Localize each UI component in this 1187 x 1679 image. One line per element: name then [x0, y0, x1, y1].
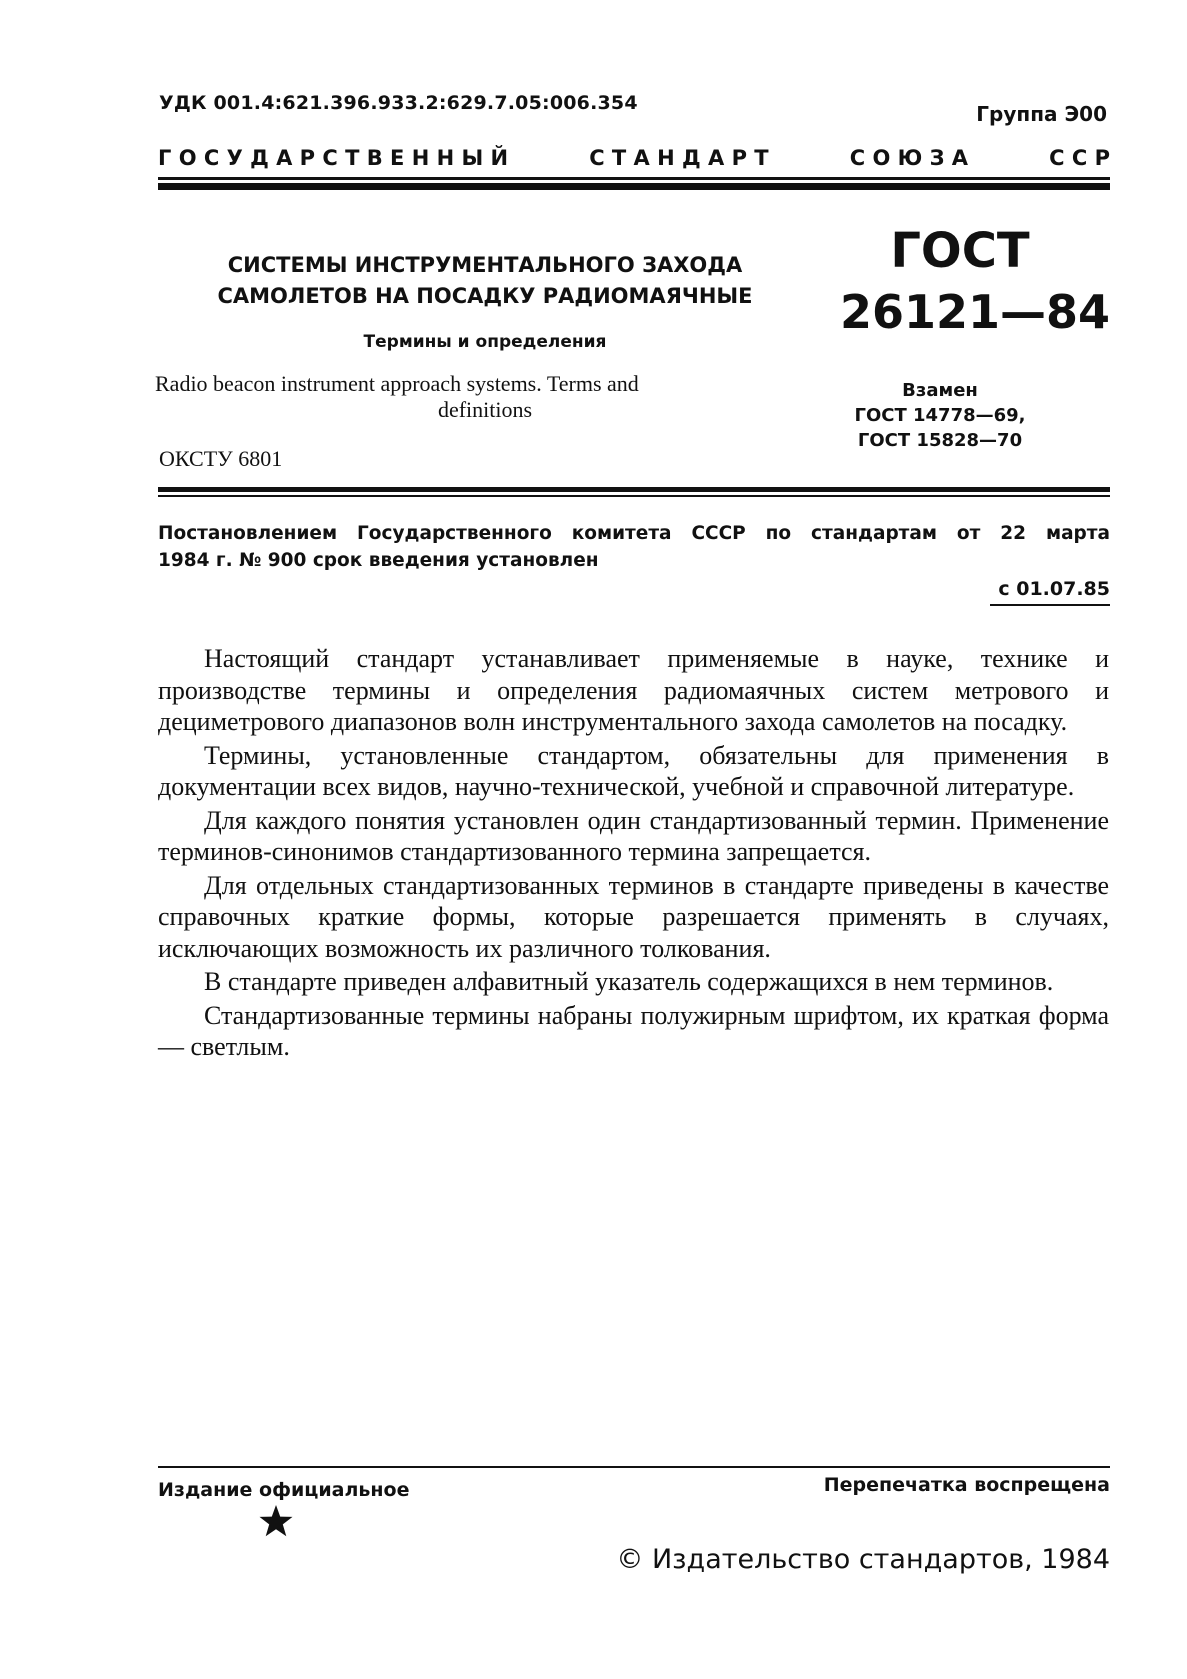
state-standard-header — [158, 146, 1110, 170]
replaced-standard-1: ГОСТ 14778—69, — [854, 405, 1026, 426]
body-paragraph-5: В стандарте приведен алфавитный указатель содержащихся в нем терминов. — [204, 967, 1054, 996]
section-rule-thin — [158, 495, 1110, 497]
body-paragraph-6: Стандартизованные термины набраны полужирным шрифтом, их краткая форма — светлым. — [158, 1000, 1109, 1061]
body-text — [158, 643, 1109, 1063]
official-edition: Издание официальное — [158, 1479, 410, 1501]
replaced-standard-2: ГОСТ 15828—70 — [857, 430, 1023, 451]
state-header-word-1: Г О С У Д А Р С Т В Е Н Н Ы Й — [158, 146, 509, 170]
resolution-line-1: Постановлением Государственного комитета СССР по стандартам от 22 марта — [158, 523, 1110, 544]
footer-rule — [158, 1466, 1110, 1468]
body-paragraph-2: Термины, установленные стандартом, обязательны для применения в документации всех видов, научно-технической, учебной и справочной литературе. — [158, 740, 1109, 801]
body-paragraph-1: Настоящий стандарт устанавливает применяемые в науке, технике и производстве термины и определения радиомаячных систем метрового и дециметрового диапазонов волн инструментального захода самолетов на посадку. — [158, 644, 1109, 736]
gost-number: 26121—84 — [840, 285, 1111, 339]
english-title-line-2: definitions — [437, 397, 533, 422]
state-header-word-4: С С Р — [1049, 146, 1110, 170]
english-title-line-1: Radio beacon instrument approach systems. Terms and — [155, 371, 639, 396]
document-title — [190, 250, 780, 312]
introduction-date-underline — [990, 604, 1110, 606]
resolution-line-2: 1984 г. № 900 срок введения установлен — [158, 550, 599, 571]
resolution-text — [158, 520, 1110, 574]
publisher-copyright: © Издательство стандартов, 1984 — [616, 1544, 1110, 1575]
title-line-1: СИСТЕМЫ ИНСТРУМЕНТАЛЬНОГО ЗАХОДА — [227, 253, 743, 277]
oksty-code: ОКСТУ 6801 — [159, 446, 283, 471]
title-line-2: САМОЛЕТОВ НА ПОСАДКУ РАДИОМАЯЧНЫЕ — [217, 284, 753, 308]
section-rule-thick — [158, 487, 1110, 492]
body-paragraph-3: Для каждого понятия установлен один стандартизованный термин. Применение терминов-синонимов стандартизованного термина запрещается. — [158, 805, 1109, 866]
state-header-word-2: С Т А Н Д А Р Т — [589, 146, 769, 170]
english-title — [155, 371, 815, 423]
document-subtitle: Термины и определения — [363, 332, 607, 352]
replaces-label: Взамен — [902, 380, 978, 401]
group-code: Группа Э00 — [976, 102, 1107, 126]
header-rule-thin — [158, 177, 1110, 180]
udk-code: УДК 001.4:621.396.933.2:629.7.05:006.354 — [159, 92, 638, 114]
state-header-word-3: С О Ю З А — [849, 146, 969, 170]
star-icon — [258, 1503, 294, 1539]
reprint-prohibited: Перепечатка воспрещена — [823, 1474, 1110, 1496]
gost-label: ГОСТ — [890, 223, 1030, 279]
introduction-date: с 01.07.85 — [998, 578, 1110, 600]
header-rule-thick — [158, 183, 1110, 190]
body-paragraph-4: Для отдельных стандартизованных терминов в стандарте приведены в качестве справочных краткие формы, которые разрешается применять в случаях, исключающих возможность их различного толкования. — [158, 870, 1109, 963]
